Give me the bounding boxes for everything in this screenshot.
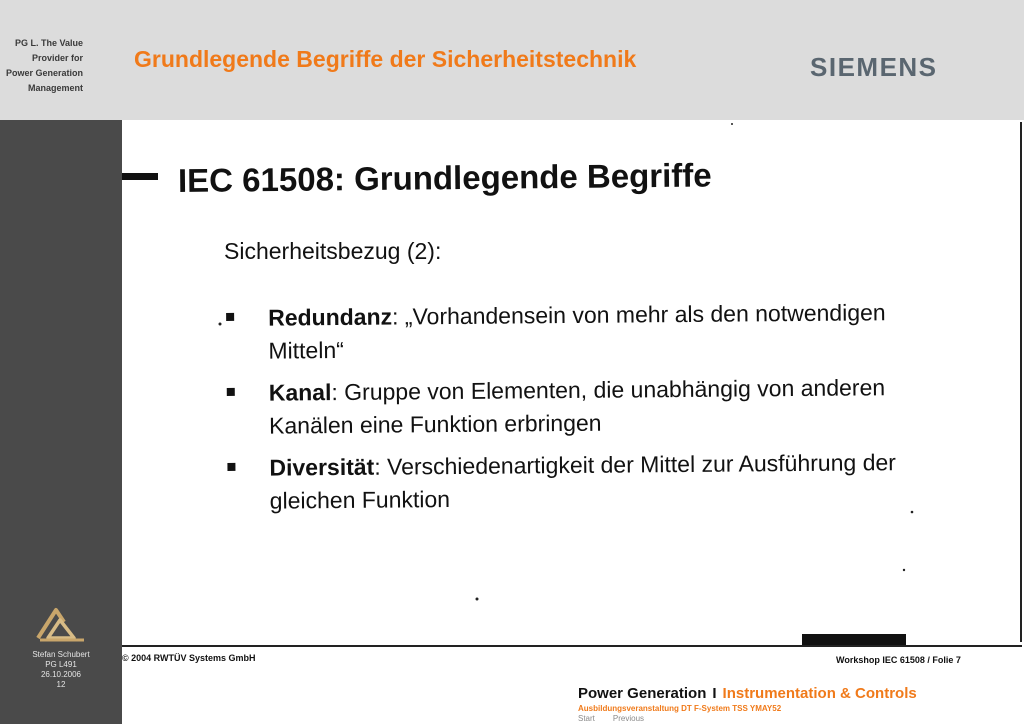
slide-subheading: Sicherheitsbezug (2): [224,238,442,264]
author-info [0,650,122,690]
scan-copyright: © 2004 RWTÜV Systems GmbH [122,653,256,663]
bullet-term: Kanal [268,379,332,406]
bullet-text: : Verschiedenartigkeit der Mittel zur Ausführung der gleichen Funktion [269,449,896,514]
footer-division: Power Generation [578,685,707,702]
footer-title [578,685,917,702]
triangle-arrows-logo-icon [34,604,88,644]
slide-heading: IEC 61508: Grundlegende Begriffe [177,156,712,199]
scan-heading-dash [122,173,158,180]
footer-course: Ausbildungsveranstaltung DT F-System TSS YMAY52 [578,704,782,713]
nav-previous-link[interactable]: Previous [612,714,645,723]
bullet-item-kanal [225,371,926,443]
bullet-item-redundanz [224,296,925,368]
square-bullet-icon [226,313,234,321]
footer-unit: Instrumentation & Controls [722,685,917,702]
bullet-text: : „Vorhandensein von mehr als den notwendigen Mitteln“ [268,299,886,364]
tagline-line-1: PG L. The Value [14,38,83,48]
author-department: PG L491 [45,660,77,669]
scan-black-bar [802,634,906,645]
footer-separator: I [712,685,717,702]
tagline-line-2: Provider for [31,53,83,63]
header-tagline [0,36,83,96]
page-title: Grundlegende Begriffe der Sicherheitstechnik [134,46,637,72]
square-bullet-icon [227,463,235,471]
square-bullet-icon [227,388,235,396]
bullet-term: Diversität [269,453,375,481]
scan-slide-reference: Workshop IEC 61508 / Folie 7 [836,655,961,665]
page-number: 12 [56,680,66,689]
bullet-list [224,296,926,527]
bullet-text: : Gruppe von Elementen, die unabhängig von anderen Kanälen eine Funktion erbringen [268,374,886,439]
tagline-line-4: Management [27,83,83,93]
author-date: 26.10.2006 [40,670,82,679]
footer-navigation [578,714,662,723]
brand-logo: SIEMENS [810,52,938,82]
scan-border-right [1020,122,1022,642]
bullet-term: Redundanz [268,303,393,331]
scan-border-bottom [122,645,1022,647]
bullet-item-diversitaet [225,446,926,518]
nav-start-link[interactable]: Start [578,714,595,723]
tagline-line-3: Power Generation [5,68,83,78]
author-name: Stefan Schubert [32,650,90,659]
